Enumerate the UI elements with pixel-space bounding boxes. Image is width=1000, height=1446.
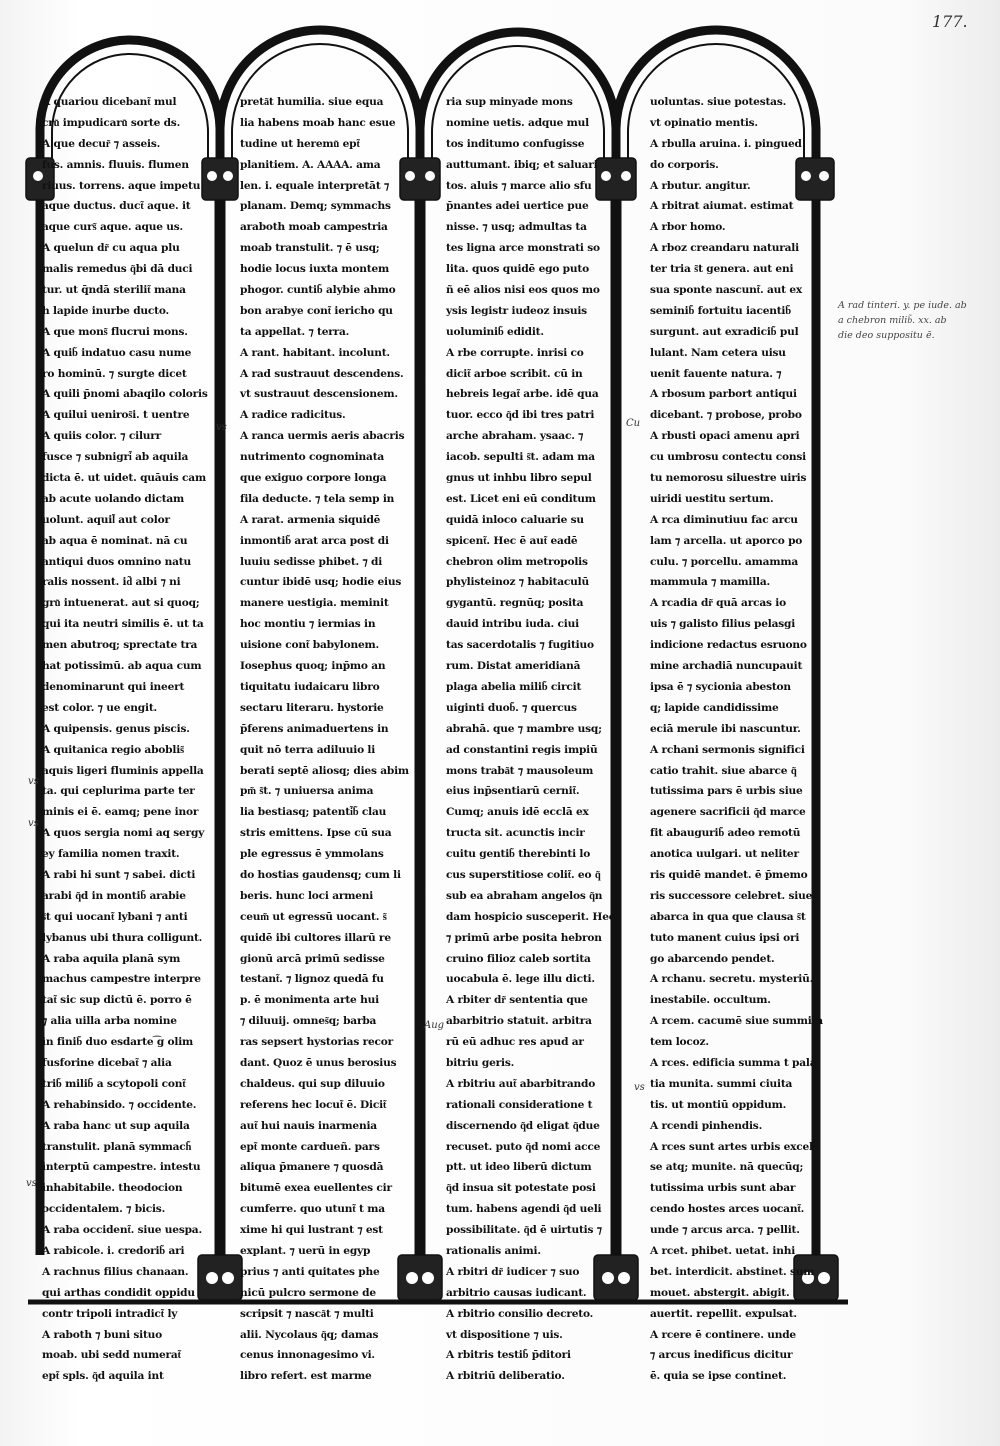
text-line: abarca in qua que clausa s͂t: [650, 910, 806, 923]
text-line: go abarcendo pendet.: [650, 952, 775, 965]
text-line: lam ⁊ arcella. ut aporco po: [650, 534, 803, 547]
text-line: A quelun dr͂ cu aqua plu: [42, 242, 180, 255]
text-line: tos. aluis ⁊ marce alio sfu: [446, 179, 592, 192]
text-line: inmontib͂ arat arca post di: [240, 534, 389, 547]
text-line: moab. ubi sedd numerat͂: [42, 1349, 181, 1362]
text-line: A quariou dicebant͂ mul: [42, 96, 177, 108]
text-line: minis ei ē. eamq; pene inor: [42, 806, 199, 819]
text-line: eius inp̄sentiarū cernit͂.: [446, 785, 580, 798]
text-line: testant͂. ⁊ lignoz quedā fu: [240, 973, 384, 986]
text-line: A rcendi pinhendis.: [650, 1119, 763, 1132]
text-line: dauid intribu iuda. ciui: [446, 618, 579, 631]
text-line: ceum͂ ut egressū uocant. s͂: [240, 910, 387, 923]
text-line: ñ eē alios nisi eos quos mo: [446, 284, 600, 297]
text-line: A quili p̄nomi abaqilo coloris: [42, 388, 208, 401]
marginal-note-line: A rad tinteri. y. pe iude. ab: [838, 300, 967, 311]
text-line: Iosephus quoq; inp̄mo an: [240, 660, 386, 673]
folio-number: 177.: [932, 12, 968, 31]
text-line: tiquitatu iudaicaru libro: [240, 680, 380, 693]
margin-mark: vs: [26, 1178, 37, 1189]
text-line: A quitanica regio aboblis͂: [42, 743, 184, 756]
text-line: rationali consideratione t: [446, 1098, 593, 1111]
text-line: sua sponte nascunt͂. aut ex: [650, 284, 802, 297]
text-line: nutrimento cognominata: [240, 451, 385, 464]
text-line: A rbor homo.: [650, 221, 726, 234]
text-line: qui ita neutri similis ē. ut ta: [42, 618, 204, 631]
text-line: uoluminib͂ edidit.: [446, 325, 544, 338]
text-line: A rachnus filius chanaan.: [42, 1265, 189, 1278]
text-line: cenus innonagesimo vi.: [240, 1349, 375, 1362]
text-line: ras sepsert hystorias recor: [240, 1036, 393, 1049]
text-line: gygantū. regnūq; posita: [446, 597, 584, 610]
text-line: araboth moab campestria: [240, 221, 388, 234]
text-line: A rbutur. angitur.: [650, 179, 751, 192]
text-line: A rces. edificia summa t pala: [650, 1056, 817, 1069]
text-line: fusce ⁊ subnigri͂ ab aquila: [42, 451, 189, 464]
text-line: libro refert. est marme: [240, 1370, 372, 1383]
text-line: catio trahit. siue abarce q͂: [650, 764, 797, 777]
margin-mark: vs: [634, 1082, 645, 1093]
text-line: A rca diminutiuu fac arcu: [650, 513, 798, 526]
text-line: tes ligna arce monstrati so: [446, 242, 600, 255]
text-line: q͂d insua sit potestate posi: [446, 1182, 596, 1195]
text-line: cu umbrosu contectu consi: [650, 451, 806, 464]
text-line: len. i. equale interpretāt ⁊: [240, 179, 390, 192]
text-line: A rboz creandaru naturali: [650, 242, 799, 255]
text-line: tructa sit. acunctis incir: [446, 827, 585, 840]
text-line: tis. ut montiū oppidum.: [650, 1098, 787, 1111]
text-line: berati septē aliosq; dies abim: [240, 764, 409, 777]
margin-mark: Aug: [424, 1020, 445, 1031]
text-line: est color. ⁊ ue engit.: [42, 701, 158, 714]
text-line: A rbitrat aiumat. estimat: [650, 200, 794, 213]
text-line: A raba hanc ut sup aquila: [42, 1119, 190, 1132]
text-line: A rbulla aruina. i. pingued: [650, 137, 802, 150]
text-line: spicent͂. Hec ē aut͂ eadē: [446, 534, 578, 547]
text-line: hodie locus iuxta montem: [240, 263, 390, 276]
text-line: gnus ut inhbu libro sepul: [446, 472, 592, 485]
text-line: A rbosum parbort antiqui: [650, 388, 797, 401]
text-line: A que mons͂ flucrui mons.: [42, 325, 188, 338]
text-line: in finib͂ duo esdarte ͡g olim: [42, 1036, 194, 1049]
text-line: moab transtulit. ⁊ ē usq;: [240, 242, 380, 255]
text-line: machus campestre interpre: [42, 973, 201, 986]
text-line: surgunt. aut exradicib͂ pul: [650, 325, 799, 338]
text-line: ab aqua ē nominat. nā cu: [42, 534, 188, 547]
text-line: ⁊ arcus inedificus dicitur: [650, 1349, 793, 1362]
text-line: qui arthas condidit oppidu: [42, 1286, 195, 1299]
text-line: aliqua p̄manere ⁊ quosdā: [240, 1161, 384, 1174]
text-line: A quiis color. ⁊ cilurr: [42, 430, 162, 443]
text-line: phogor. cuntib͂ alybie ahmo: [240, 284, 396, 297]
text-line: dicit͂ arboe scribit. cū in: [446, 367, 583, 380]
text-line: vt opinatio mentis.: [650, 116, 758, 129]
text-line: xime hi qui lustrant ⁊ est: [240, 1224, 383, 1237]
text-line: ria sup minyade mons: [446, 96, 573, 108]
text-line: luuiu sedisse phibet. ⁊ di: [240, 555, 383, 568]
text-line: eciā merule ibi nascuntur.: [650, 722, 801, 735]
text-line: ept͂ monte cardueñ. pars: [240, 1140, 380, 1153]
text-line: tas sacerdotalis ⁊ fugitiuo: [446, 639, 594, 652]
text-line: ⁊ alia uilla arba nomine: [42, 1015, 177, 1028]
text-line: A quilui ueniros͂i. t uentre: [42, 409, 190, 422]
text-line: interptū campestre. intestu: [42, 1161, 201, 1174]
text-line: inhabitabile. theodocion: [42, 1182, 183, 1195]
text-line: dam hospicio susceperit. Hec: [446, 910, 616, 923]
text-line: nisse. ⁊ usq; admultas ta: [446, 221, 587, 234]
text-line: A rabi hi sunt ⁊ sabei. dicti: [42, 868, 196, 881]
text-column-4: [650, 92, 823, 1383]
text-line: mammula ⁊ mamilla.: [650, 576, 771, 589]
text-line: hebreis legat͂ arbe. idē qua: [446, 388, 599, 401]
text-line: ab acute uolando dictam: [42, 492, 185, 505]
text-line: A rad sustrauut descendens.: [240, 367, 404, 380]
text-line: ro hominū. ⁊ surgte dicet: [42, 367, 187, 380]
text-line: arbitrio causas iudicant.: [446, 1286, 587, 1299]
text-line: A quos sergia nomi aq sergy: [42, 827, 205, 840]
text-line: agenere sacrificii q͂d marce: [650, 806, 806, 819]
text-line: uocabula ē. lege illu dicti.: [446, 973, 595, 986]
text-line: seminib͂ fortuitu iacentib͂: [650, 304, 791, 317]
text-line: tum. habens agendi q͂d ueli: [446, 1203, 602, 1216]
text-line: transtulit. planā symmach͂: [42, 1140, 192, 1153]
text-line: iacob. sepulti s͂t. adam ma: [446, 451, 595, 464]
text-line: ralis nossent. id͂ albi ⁊ ni: [42, 576, 181, 589]
text-line: ⁊ diluuij. omnes͂q; barba: [240, 1015, 377, 1028]
text-line: uiridi uestitu sertum.: [650, 492, 774, 505]
text-line: bon arabye cont͂ iericho qu: [240, 304, 393, 317]
text-line: pm͂ s͂t. ⁊ uniuersa anima: [240, 785, 374, 798]
text-line: ris successore celebret. siue: [650, 889, 813, 902]
text-line: est. Licet eni eū conditum: [446, 492, 596, 505]
text-line: A ranca uermis aeris abacris: [240, 430, 405, 443]
text-line: A rchani sermonis significi: [650, 743, 805, 756]
text-line: tu nemorosu siluestre uiris: [650, 472, 807, 485]
text-line: mouet. abstergit. abigit.: [650, 1286, 790, 1299]
text-line: A quib͂ indatuo casu nume: [42, 346, 192, 359]
text-line: A raba occident͂. siue uespa.: [42, 1224, 202, 1237]
text-line: tem locoz.: [650, 1036, 709, 1049]
text-line: aque ductus. duct͂ aque. it: [42, 200, 191, 213]
text-line: cru͂ impudicaru͂ sorte ds.: [42, 116, 181, 129]
text-line: recuset. puto q͂d nomi acce: [446, 1140, 601, 1153]
text-line: trib͂ milib͂ a scytopoli cont͂: [42, 1077, 186, 1090]
text-line: A rarat. armenia siquidē: [240, 513, 381, 526]
text-line: vt dispositione ⁊ uis.: [446, 1328, 563, 1341]
text-line: arche abraham. ysaac. ⁊: [446, 430, 584, 443]
text-line: aut͂ hui nauis inarmenia: [240, 1119, 377, 1132]
text-line: s͂t qui uocant͂ lybani ⁊ anti: [42, 910, 188, 923]
text-line: A rchanu. secretu. mysteriū.: [650, 973, 814, 986]
text-line: fit abaugurib͂ adeo remotū: [650, 827, 801, 840]
text-line: plaga abelia milib͂ circit: [446, 680, 582, 693]
text-line: ept͂ spls. q͂d aquila int: [42, 1370, 164, 1383]
text-line: ptt. ut ideo liberū dictum: [446, 1161, 592, 1174]
text-line: antiqui duos omnino natu: [42, 555, 191, 568]
text-line: arabi q͂d in montib͂ arabie: [42, 889, 186, 902]
marginal-note-line: die deo suppositu ē.: [838, 330, 935, 341]
text-line: alii. Nycolaus q͂q; damas: [240, 1328, 379, 1341]
text-line: quidē ibi cultores illarū re: [240, 931, 391, 944]
text-line: do hostias gaudensq; cum li: [240, 868, 401, 881]
text-line: nicū pulcro sermone de: [240, 1286, 376, 1299]
text-line: explant. ⁊ uerū in egyp: [240, 1244, 371, 1257]
margin-mark: vs: [216, 422, 227, 433]
text-line: cumferre. quo utunt͂ t ma: [240, 1203, 385, 1216]
text-line: uoluntas. siue potestas.: [650, 96, 787, 108]
text-line: A radice radicitus.: [240, 409, 346, 422]
text-line: tat͂ sic sup dictū ē. porro ē: [42, 994, 192, 1007]
text-line: lulant. Nam cetera uisu: [650, 346, 786, 359]
text-line: abrahā. que ⁊ mambre usq;: [446, 722, 602, 735]
text-line: nomine uetis. adque mul: [446, 116, 589, 129]
text-line: tia munita. summi ciuita: [650, 1077, 793, 1090]
text-line: ris quidē mandet. ē p̄memo: [650, 868, 808, 881]
text-line: bitriu geris.: [446, 1056, 515, 1069]
text-line: A quipensis. genus piscis.: [42, 722, 190, 735]
text-line: ter tria s͂t genera. aut eni: [650, 263, 794, 276]
margin-mark: Cu: [626, 418, 641, 429]
text-line: denominarunt qui ineert: [42, 680, 185, 693]
text-line: hat potissimū. ab aqua cum: [42, 660, 202, 673]
text-line: inestabile. occultum.: [650, 994, 771, 1007]
text-line: A rbusti opaci amenu apri: [650, 430, 800, 443]
text-line: discernendo q͂d eligat q͂due: [446, 1119, 600, 1132]
text-line: A rbitriu aut͂ abarbitrando: [446, 1077, 596, 1090]
text-line: ⁊ primū arbe posita hebron: [446, 931, 602, 944]
text-line: rum. Distat ameridianā: [446, 660, 581, 673]
text-line: culu. ⁊ porcellu. amamma: [650, 555, 799, 568]
text-line: A raba aquila planā sym: [42, 952, 181, 965]
text-line: p̄nantes adei uertice pue: [446, 200, 589, 213]
text-line: beris. hunc loci armeni: [240, 889, 374, 902]
text-line: planitiem. A. AAAA. ama: [240, 158, 381, 171]
text-column-3: [446, 92, 616, 1383]
text-line: possibilitate. q͂d ē uirtutis ⁊: [446, 1224, 602, 1237]
text-line: tos inditumo confugisse: [446, 137, 585, 150]
text-line: tuor. ecco q͂d ibi tres patri: [446, 409, 595, 422]
text-line: cuntur ibidē usq; hodie eius: [240, 576, 402, 589]
text-line: referens hec locut͂ ē. Dicit͂: [240, 1098, 387, 1111]
text-line: fusforine dicebat͂ ⁊ alia: [42, 1056, 172, 1069]
text-line: tudine ut heremu͂ ept͂: [240, 137, 360, 150]
text-line: h lapide inurbe ducto.: [42, 304, 170, 317]
text-line: Cumq; anuis idē ecclā ex: [446, 806, 589, 819]
text-line: abarbitrio statuit. arbitra: [446, 1015, 592, 1028]
text-line: lita. quos quidē ego puto: [446, 263, 589, 276]
marginal-note-line: a chebron milib͂. xx. ab: [838, 315, 947, 326]
text-line: tutissima pars ē urbis siue: [650, 785, 803, 798]
text-line: do corporis.: [650, 158, 719, 171]
text-line: prius ⁊ anti quitates phe: [240, 1265, 380, 1278]
text-line: p. ē monimenta arte hui: [240, 994, 379, 1007]
text-line: anotica uulgari. ut neliter: [650, 848, 799, 861]
text-line: A rcet. phibet. uetat. inhi: [650, 1244, 796, 1257]
text-line: ipsa ē ⁊ sycionia abeston: [650, 680, 791, 693]
text-line: tutissima urbis sunt abar: [650, 1182, 796, 1195]
text-line: A raboth ⁊ buni situo: [42, 1328, 163, 1341]
text-line: mons traba͂t ⁊ mausoleum: [446, 764, 594, 777]
text-line: A rbitris testib͂ p̄ditori: [446, 1349, 571, 1362]
text-line: aque curs͂ aque. aque us.: [42, 221, 183, 234]
text-line: lia bestiasq; patenti͂b͂ clau: [240, 806, 387, 819]
text-line: dicebant. ⁊ probose, probo: [650, 409, 802, 422]
text-line: phylisteinoz ⁊ habitaculū: [446, 576, 589, 589]
text-line: rū eū adhuc res apud ar: [446, 1036, 584, 1049]
text-line: stris emittens. Ipse cū sua: [240, 827, 392, 840]
text-line: unde ⁊ arcus arca. ⁊ pellit.: [650, 1224, 800, 1237]
text-line: A rbiter dr͂ sententia que: [446, 994, 588, 1007]
text-line: A rcadia dr͂ quā arcas io: [650, 597, 786, 610]
text-line: dicta ē. ut uidet. quāuis cam: [42, 472, 206, 485]
text-line: A rehabinsido. ⁊ occidente.: [42, 1098, 197, 1111]
text-line: cendo hostes arces uocant͂.: [650, 1203, 805, 1216]
text-line: A rces sunt artes urbis excel: [650, 1140, 813, 1153]
text-line: fus. amnis. fluuis. flumen: [42, 158, 189, 171]
text-line: contr tripoli intradict͂ ly: [42, 1307, 178, 1320]
text-line: A rant. habitant. incolunt.: [240, 346, 390, 359]
text-line: sectaru literaru. hystorie: [240, 701, 384, 714]
text-line: ey familia nomen traxit.: [42, 848, 180, 861]
text-line: planam. Demq; symmachs: [240, 200, 391, 213]
text-line: chebron olim metropolis: [446, 555, 588, 568]
text-line: vt sustrauut descensionem.: [240, 388, 398, 401]
text-line: A rcem. cacumē siue summita: [650, 1015, 823, 1028]
text-line: A rbitrio consilio decreto.: [446, 1307, 594, 1320]
text-line: ple egressus ē ymmolans: [240, 848, 384, 861]
text-line: malis remedus q͂bi dā duci: [42, 263, 193, 276]
text-line: uisione cont͂ babylonem.: [240, 639, 380, 652]
text-line: ta appellat. ⁊ terra.: [240, 325, 350, 338]
text-line: tur. ut q̄ndā sterilit͂ mana: [42, 284, 186, 297]
text-line: dant. Quoz ē unus berosius: [240, 1056, 397, 1069]
text-line: uis ⁊ galisto filius pelasgi: [650, 618, 796, 631]
text-line: hoc montiu ⁊ iermias in: [240, 618, 376, 631]
margin-mark: vs: [28, 776, 39, 787]
text-line: chaldeus. qui sup diluuio: [240, 1077, 385, 1090]
text-line: uenit fauente natura. ⁊: [650, 367, 782, 380]
text-line: bet. interdicit. abstinet. sum: [650, 1265, 815, 1278]
text-line: A que decur͂ ⁊ asseis.: [42, 137, 161, 150]
text-line: quidā inloco caluarie su: [446, 513, 584, 526]
text-line: tuto manent cuius ipsi ori: [650, 931, 800, 944]
text-line: quit nō terra adiluuio li: [240, 743, 376, 756]
text-line: q; lapide candidissime: [650, 701, 779, 714]
text-line: A rabicole. i. credorib͂ ari: [42, 1244, 185, 1257]
text-line: sub ea abraham angelos q͂n: [446, 889, 603, 902]
text-line: preta͂t humilia. siue equa: [240, 96, 384, 108]
text-line: A rcere ē continere. unde: [650, 1328, 796, 1341]
text-line: gru͂ intuenerat. aut si quoq;: [42, 597, 200, 610]
text-line: indicione redactus esruono: [650, 639, 807, 652]
text-line: ad constantini regis impiū: [446, 743, 598, 756]
text-line: bitumē exea euellentes cir: [240, 1182, 392, 1195]
text-line: p̄ferens animaduertens in: [240, 722, 389, 735]
text-line: auttumant. ibiq; et saluari: [446, 158, 598, 171]
text-line: A rbitriū deliberatio.: [446, 1370, 565, 1383]
text-line: gionū arcā primū sedisse: [240, 952, 385, 965]
text-line: cus superstitiose colit͂. eo q͂: [446, 868, 601, 881]
text-column-2: [240, 92, 409, 1383]
text-line: mine archadiā nuncupauit: [650, 660, 803, 673]
text-line: se atq; munite. nā quecūq;: [650, 1161, 804, 1174]
text-line: scripsit ⁊ nasca͂t ⁊ multi: [240, 1307, 374, 1320]
text-line: A rbitri dr͂ iudicer ⁊ suo: [446, 1265, 580, 1278]
text-line: auertit. repellit. expulsat.: [650, 1307, 797, 1320]
text-line: aquis ligeri fluminis appella: [42, 764, 204, 777]
marginal-note: [838, 298, 988, 343]
text-line: manere uestigia. meminit: [240, 597, 389, 610]
text-line: cuitu gentib͂ therebinti lo: [446, 848, 591, 861]
text-line: men abutroq; sprectate tra: [42, 639, 198, 652]
text-line: rationalis animi.: [446, 1244, 541, 1257]
text-line: lia habens moab hanc esue: [240, 116, 396, 129]
text-column-1: [42, 92, 208, 1383]
text-line: ē. quia se ipse continet.: [650, 1370, 787, 1383]
margin-mark: vs: [28, 818, 39, 829]
text-line: cruino filioz caleb sortita: [446, 952, 591, 965]
text-line: A rbe corrupte. inrisi co: [446, 346, 584, 359]
text-line: riuus. torrens. aque impetu: [42, 179, 201, 192]
text-line: ysis legistr iudeoz insuis: [446, 304, 587, 317]
text-line: que exiguo corpore longa: [240, 472, 387, 485]
text-line: fila deducte. ⁊ tela semp in: [240, 492, 395, 505]
text-line: uolunt. aquil͂ aut color: [42, 513, 170, 526]
text-line: ta. qui ceplurima parte ter: [42, 785, 195, 798]
text-line: uiginti duob͂. ⁊ quercus: [446, 701, 577, 714]
text-line: occidentalem. ⁊ bicis.: [42, 1203, 166, 1216]
text-line: lybanus ubi thura colligunt.: [42, 931, 203, 944]
